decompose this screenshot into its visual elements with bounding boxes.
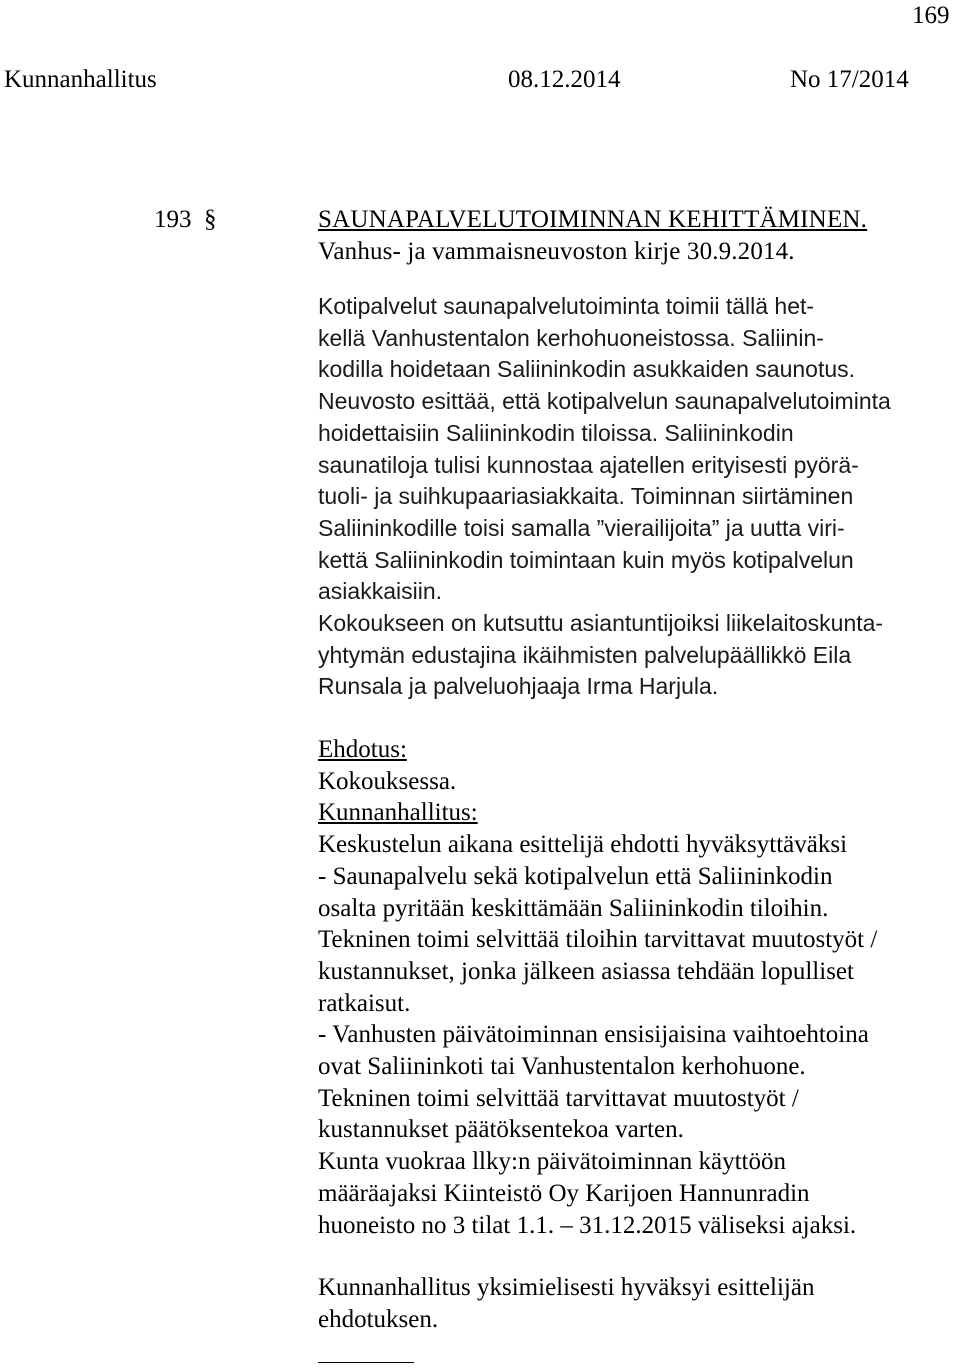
- section-symbol: §: [204, 206, 217, 233]
- decision-line: osalta pyritään keskittämään Saliininkodin tiloihin.: [318, 894, 829, 922]
- proposal-and-decision: [318, 734, 958, 1241]
- section-title: SAUNAPALVELUTOIMINNAN KEHITTÄMINEN.: [318, 206, 868, 233]
- conclusion: [318, 1272, 958, 1335]
- body-line: kodilla hoidetaan Saliininkodin asukkaiden saunotus.: [318, 356, 856, 383]
- conclusion-line: ehdotuksen.: [318, 1305, 439, 1333]
- section-number: 193: [154, 206, 192, 233]
- decision-line: - Saunapalvelu sekä kotipalvelun että Saliininkodin: [318, 862, 833, 890]
- body-paragraph: [318, 291, 958, 703]
- body-line: asiakkaisiin.: [318, 578, 442, 605]
- decision-line: ovat Saliininkoti tai Vanhustentalon kerhohuone.: [318, 1053, 806, 1081]
- section-subtitle: Vanhus- ja vammaisneuvoston kirje 30.9.2014.: [318, 238, 795, 265]
- decision-line: ratkaisut.: [318, 989, 411, 1017]
- body-line: kettä Saliininkodin toimintaan kuin myös kotipalvelun: [318, 546, 854, 573]
- header-date: 08.12.2014: [508, 66, 621, 93]
- header-organ: Kunnanhallitus: [4, 66, 157, 93]
- decision-line: Keskustelun aikana esittelijä ehdotti hyväksyttäväksi: [318, 831, 848, 859]
- decision-line: Kunta vuokraa llky:n päivätoiminnan käyttöön: [318, 1148, 786, 1176]
- body-line: yhtymän edustajina ikäihmisten palvelupäällikkö Eila: [318, 641, 852, 668]
- body-line: Kokoukseen on kutsuttu asiantuntijoiksi liikelaitoskunta-: [318, 610, 884, 637]
- proposal-text: Kokouksessa.: [318, 767, 457, 795]
- page-number: 169: [912, 2, 950, 29]
- body-line: hoidettaisiin Saliininkodin tiloissa. Saliininkodin: [318, 419, 794, 446]
- proposal-label: Ehdotus:: [318, 736, 407, 763]
- decision-line: - Vanhusten päivätoiminnan ensisijaisina vaihtoehtoina: [318, 1021, 869, 1049]
- decision-line: määräajaksi Kiinteistö Oy Karijoen Hannunradin: [318, 1179, 810, 1207]
- body-line: Saliininkodille toisi samalla ”vierailijoita” ja uutta viri-: [318, 514, 845, 541]
- header-protocol-number: No 17/2014: [790, 66, 909, 93]
- body-line: tuoli- ja suihkupaariasiakkaita. Toiminnan siirtäminen: [318, 483, 854, 510]
- decision-line: huoneisto no 3 tilat 1.1. – 31.12.2015 väliseksi ajaksi.: [318, 1211, 857, 1239]
- decision-line: Tekninen toimi selvittää tarvittavat muutostyöt /: [318, 1084, 799, 1112]
- decision-line: Tekninen toimi selvittää tiloihin tarvittavat muutostyöt /: [318, 926, 878, 954]
- body-line: Kotipalvelut saunapalvelutoiminta toimii tällä het-: [318, 293, 815, 319]
- conclusion-line: Kunnanhallitus yksimielisesti hyväksyi esittelijän: [318, 1274, 815, 1301]
- body-line: Neuvosto esittää, että kotipalvelun saunapalvelutoiminta: [318, 388, 891, 415]
- decision-label: Kunnanhallitus:: [318, 799, 478, 827]
- body-line: kellä Vanhustentalon kerhohuoneistossa. Saliinin-: [318, 324, 824, 351]
- decision-line: kustannukset päätöksentekoa varten.: [318, 1116, 684, 1144]
- body-line: Runsala ja palveluohjaaja Irma Harjula.: [318, 673, 719, 700]
- decision-line: kustannukset, jonka jälkeen asiassa tehdään lopulliset: [318, 957, 854, 985]
- body-line: saunatiloja tulisi kunnostaa ajatellen erityisesti pyörä-: [318, 451, 859, 478]
- end-rule: [318, 1362, 414, 1363]
